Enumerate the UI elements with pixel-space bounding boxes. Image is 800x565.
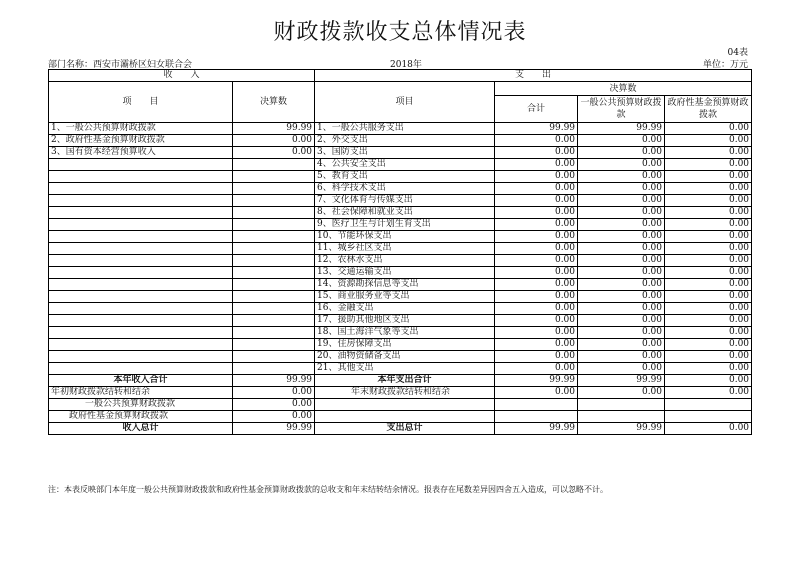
carryover-amount: 0.00: [233, 387, 315, 399]
expense-general: 0.00: [578, 183, 665, 195]
expense-item: 1、一般公共服务支出: [315, 123, 495, 135]
total-header: 合计: [495, 96, 578, 123]
expense-fund: 0.00: [665, 231, 752, 243]
empty-cell: [315, 399, 495, 411]
expense-total: 0.00: [495, 171, 578, 183]
expense-item: 11、城乡社区支出: [315, 243, 495, 255]
grand-total-row: [49, 423, 752, 435]
income-amount: [233, 279, 315, 291]
expense-fund: 0.00: [665, 207, 752, 219]
carryover-general-label: 一般公共预算财政拨款: [49, 399, 233, 411]
meta-bar: [48, 57, 748, 69]
grand-expense-general: 99.99: [578, 423, 665, 435]
expense-item: 20、油物资储备支出: [315, 351, 495, 363]
expense-item: 4、公共安全支出: [315, 159, 495, 171]
expense-general: 0.00: [578, 351, 665, 363]
income-amount: [233, 291, 315, 303]
income-total: 99.99: [233, 375, 315, 387]
general-budget-header: 一般公共预算财政拨款: [578, 96, 665, 123]
income-amount-header: 决算数: [233, 82, 315, 123]
carryover-general-amount: 0.00: [233, 399, 315, 411]
income-amount: 0.00: [233, 147, 315, 159]
expense-fund: 0.00: [665, 147, 752, 159]
expense-total: 0.00: [495, 219, 578, 231]
expense-total: 0.00: [495, 183, 578, 195]
expense-total: 0.00: [495, 207, 578, 219]
expense-fund: 0.00: [665, 123, 752, 135]
expense-item: 15、商业服务业等支出: [315, 291, 495, 303]
expense-fund: 0.00: [665, 303, 752, 315]
expense-total: 0.00: [495, 135, 578, 147]
expense-item: 16、金融支出: [315, 303, 495, 315]
expense-fund: 0.00: [665, 267, 752, 279]
table-row: [49, 267, 752, 279]
income-total-label: 本年收入合计: [49, 375, 233, 387]
table-row: [49, 207, 752, 219]
expense-fund: 0.00: [665, 363, 752, 375]
expense-general: 0.00: [578, 159, 665, 171]
carryover-general-row: [49, 399, 752, 411]
income-amount: [233, 171, 315, 183]
expense-general: 0.00: [578, 291, 665, 303]
expense-item: 6、科学技术支出: [315, 183, 495, 195]
expense-total: 0.00: [495, 243, 578, 255]
table-row: [49, 135, 752, 147]
table-row: [49, 327, 752, 339]
expense-general: 0.00: [578, 255, 665, 267]
expense-fund: 0.00: [665, 135, 752, 147]
year-end-general: 0.00: [578, 387, 665, 399]
income-item: [49, 339, 233, 351]
expense-fund: 0.00: [665, 219, 752, 231]
table-row: [49, 291, 752, 303]
income-amount: [233, 339, 315, 351]
grand-expense-label: 支出总计: [315, 423, 495, 435]
expense-total-label: 本年支出合计: [315, 375, 495, 387]
expense-item: 13、交通运输支出: [315, 267, 495, 279]
expense-item: 19、住房保障支出: [315, 339, 495, 351]
expense-general: 0.00: [578, 195, 665, 207]
income-item: [49, 219, 233, 231]
expense-fund: 0.00: [665, 291, 752, 303]
table-row: [49, 315, 752, 327]
expense-fund: 0.00: [665, 243, 752, 255]
year-total-row: [49, 375, 752, 387]
income-item: [49, 183, 233, 195]
income-item: 2、政府性基金预算财政拨款: [49, 135, 233, 147]
expense-fund: 0.00: [665, 195, 752, 207]
table-number: 04表: [727, 48, 748, 58]
expense-total: 0.00: [495, 159, 578, 171]
grand-expense-fund: 0.00: [665, 423, 752, 435]
year-end-label: 年末财政拨款结转和结余: [315, 387, 495, 399]
table-row: [49, 195, 752, 207]
income-item: [49, 363, 233, 375]
expense-fund: 0.00: [665, 255, 752, 267]
income-item: [49, 231, 233, 243]
income-amount: [233, 195, 315, 207]
table-row: [49, 159, 752, 171]
expense-item: 12、农林水支出: [315, 255, 495, 267]
income-item: [49, 267, 233, 279]
expense-total: 0.00: [495, 339, 578, 351]
income-item: [49, 255, 233, 267]
expense-total: 0.00: [495, 291, 578, 303]
expense-fund: 0.00: [665, 279, 752, 291]
income-item: [49, 327, 233, 339]
expense-item: 17、援助其他地区支出: [315, 315, 495, 327]
expense-general: 0.00: [578, 303, 665, 315]
footnote: 注：本表反映部门本年度一般公共预算财政拨款和政府性基金预算财政拨款的总收支和年末结转结余情况。报表存在尾数差异因四舍五入造成，可以忽略不计。: [48, 485, 608, 494]
expense-general: 0.00: [578, 279, 665, 291]
empty-cell: [665, 411, 752, 423]
expense-fund: 0.00: [665, 339, 752, 351]
income-item: [49, 279, 233, 291]
income-item: [49, 315, 233, 327]
income-amount: [233, 363, 315, 375]
table-row: [49, 147, 752, 159]
currency-unit: 单位：万元: [702, 60, 748, 70]
expense-total: 0.00: [495, 267, 578, 279]
expense-general: 0.00: [578, 339, 665, 351]
income-amount: 0.00: [233, 135, 315, 147]
income-item: 3、国有资本经营预算收入: [49, 147, 233, 159]
income-item: [49, 195, 233, 207]
expense-general: 0.00: [578, 135, 665, 147]
expense-total: 99.99: [495, 123, 578, 135]
income-item: [49, 243, 233, 255]
grand-expense-total: 99.99: [495, 423, 578, 435]
expense-total: 0.00: [495, 351, 578, 363]
expense-general: 0.00: [578, 231, 665, 243]
expense-total: 0.00: [495, 231, 578, 243]
expense-item: 10、节能环保支出: [315, 231, 495, 243]
income-item: [49, 351, 233, 363]
fiscal-table: [48, 69, 752, 435]
income-amount: [233, 231, 315, 243]
table-row: [49, 123, 752, 135]
expense-item: 8、社会保障和就业支出: [315, 207, 495, 219]
expense-total: 0.00: [495, 195, 578, 207]
expense-general: 99.99: [578, 123, 665, 135]
expense-total: 0.00: [495, 279, 578, 291]
expense-general: 0.00: [578, 207, 665, 219]
page-title: 财政拨款收支总体情况表: [273, 20, 527, 45]
expense-total: 0.00: [495, 255, 578, 267]
expense-fund: 0.00: [665, 183, 752, 195]
table-row: [49, 363, 752, 375]
income-item: [49, 207, 233, 219]
expense-fund: 0.00: [665, 159, 752, 171]
table-row: [49, 339, 752, 351]
expense-general: 0.00: [578, 363, 665, 375]
table-row: [49, 279, 752, 291]
carryover-row: [49, 387, 752, 399]
empty-cell: [665, 399, 752, 411]
expense-item: 18、国土海洋气象等支出: [315, 327, 495, 339]
expense-general: 0.00: [578, 243, 665, 255]
expense-general: 0.00: [578, 171, 665, 183]
table-row: [49, 171, 752, 183]
income-item: [49, 291, 233, 303]
expense-total: 0.00: [495, 315, 578, 327]
expense-general: 0.00: [578, 267, 665, 279]
table-row: [49, 351, 752, 363]
expense-fund: 0.00: [665, 351, 752, 363]
expense-total-general: 99.99: [578, 375, 665, 387]
expense-total: 0.00: [495, 327, 578, 339]
expense-item: 3、国防支出: [315, 147, 495, 159]
expense-fund: 0.00: [665, 171, 752, 183]
income-amount: [233, 243, 315, 255]
year-end-total: 0.00: [495, 387, 578, 399]
table-row: [49, 303, 752, 315]
table-row: [49, 183, 752, 195]
expense-total: 0.00: [495, 147, 578, 159]
income-amount: [233, 315, 315, 327]
expense-item: 7、文化体育与传媒支出: [315, 195, 495, 207]
empty-cell: [578, 399, 665, 411]
income-amount: 99.99: [233, 123, 315, 135]
expense-general: 0.00: [578, 327, 665, 339]
expense-total: 0.00: [495, 303, 578, 315]
carryover-fund-amount: 0.00: [233, 411, 315, 423]
empty-cell: [495, 399, 578, 411]
expense-header: 支 出: [315, 70, 752, 82]
income-item: 1、一般公共预算财政拨款: [49, 123, 233, 135]
income-item-header: 项 目: [49, 82, 233, 123]
income-amount: [233, 159, 315, 171]
expense-general: 0.00: [578, 315, 665, 327]
income-amount: [233, 327, 315, 339]
grand-income-label: 收入总计: [49, 423, 233, 435]
expense-item: 21、其他支出: [315, 363, 495, 375]
expense-general: 0.00: [578, 147, 665, 159]
expense-fund: 0.00: [665, 327, 752, 339]
income-amount: [233, 267, 315, 279]
budget-group-header: 决算数: [495, 82, 752, 96]
income-amount: [233, 219, 315, 231]
expense-total: 0.00: [495, 363, 578, 375]
report-year: 2018年: [390, 60, 422, 70]
empty-cell: [578, 411, 665, 423]
carryover-fund-label: 政府性基金预算财政拨款: [49, 411, 233, 423]
income-amount: [233, 207, 315, 219]
expense-fund: 0.00: [665, 315, 752, 327]
expense-item: 5、教育支出: [315, 171, 495, 183]
income-amount: [233, 303, 315, 315]
fund-budget-header: 政府性基金预算财政拨款: [665, 96, 752, 123]
year-end-fund: 0.00: [665, 387, 752, 399]
table-row: [49, 231, 752, 243]
expense-item: 9、医疗卫生与计划生育支出: [315, 219, 495, 231]
expense-item-header: 项目: [315, 82, 495, 123]
empty-cell: [315, 411, 495, 423]
table-row: [49, 255, 752, 267]
income-header: 收 入: [49, 70, 315, 82]
income-item: [49, 171, 233, 183]
expense-general: 0.00: [578, 219, 665, 231]
income-item: [49, 159, 233, 171]
income-amount: [233, 351, 315, 363]
empty-cell: [495, 411, 578, 423]
expense-item: 2、外交支出: [315, 135, 495, 147]
table-row: [49, 243, 752, 255]
expense-item: 14、资源勘探信息等支出: [315, 279, 495, 291]
income-amount: [233, 255, 315, 267]
expense-total-fund: 0.00: [665, 375, 752, 387]
carryover-label: 年初财政拨款结转和结余: [49, 387, 233, 399]
table-row: [49, 219, 752, 231]
department-name: 部门名称：西安市灞桥区妇女联合会: [48, 60, 193, 70]
income-amount: [233, 183, 315, 195]
expense-total-sum: 99.99: [495, 375, 578, 387]
income-item: [49, 303, 233, 315]
grand-income: 99.99: [233, 423, 315, 435]
carryover-fund-row: [49, 411, 752, 423]
